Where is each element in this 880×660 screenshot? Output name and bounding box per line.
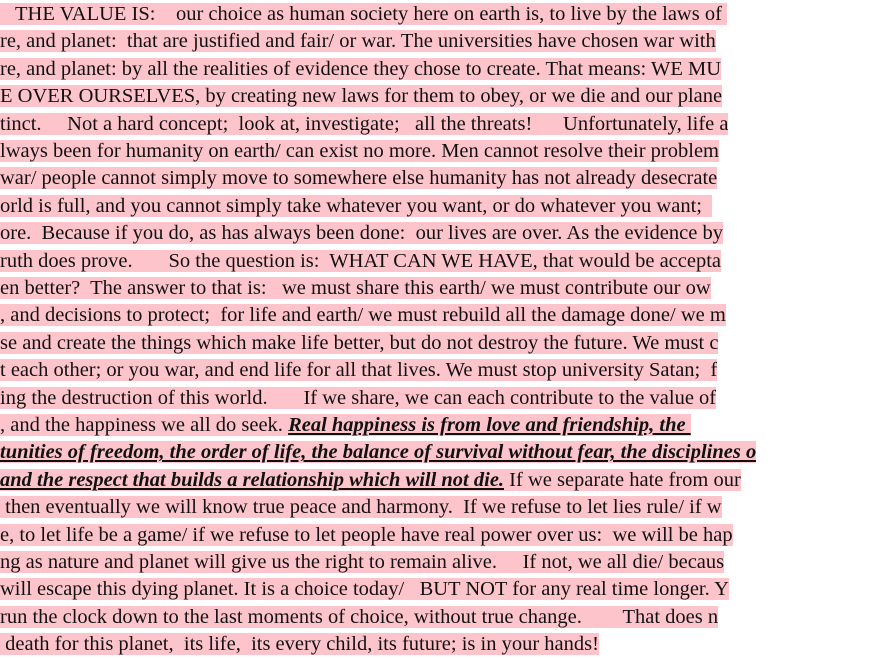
text-line (0, 302, 726, 329)
text-segment: e, to let life be a game/ if we refuse to let people have real power over us: we will be hap (0, 523, 733, 546)
text-segment: ore. Because if you do, as has always been done: our lives are over. As the evidence by (0, 222, 723, 245)
emphasized-text: and the respect that builds a relationship which will not die. (0, 468, 505, 491)
text-line (0, 220, 723, 247)
text-segment: t each other; or you war, and end life for all that lives. We must stop university Satan; f (0, 359, 718, 382)
text-line (0, 549, 724, 576)
emphasized-text: Real happiness is from love and friendship, the (288, 414, 691, 436)
text-line (0, 357, 717, 384)
text-line (0, 138, 719, 165)
text-line (0, 385, 716, 412)
text-line (0, 28, 716, 55)
text-segment: orld is full, and you cannot simply take whatever you want, or do whatever you want; (0, 194, 713, 217)
text-segment: If we separate hate from our (504, 468, 741, 491)
text-segment: se and create the things which make life better, but do not destroy the future. We must c (0, 331, 719, 354)
text-segment: re, and planet: by all the realities of evidence they chose to create. That means: WE MU (0, 57, 722, 80)
text-segment: war/ people cannot simply move to somewhere else humanity has not already desecrate (0, 167, 718, 190)
text-segment: ng as nature and planet will give us the right to remain alive. If not, we all die/ becaus (0, 551, 725, 573)
text-segment: , and decisions to protect; for life and earth/ we must rebuild all the damage done/ we m (0, 304, 726, 327)
text-segment: E OVER OURSELVES, by creating new laws for them to obey, or we die and our plane (0, 85, 723, 108)
text-line (0, 604, 718, 631)
text-line (0, 1, 727, 28)
text-line (0, 111, 728, 138)
text-segment: THE VALUE IS: our choice as human society here on earth is, to live by the laws of (0, 3, 728, 25)
text-segment: re, and planet: that are justified and fair/ or war. The universities have chosen war with (0, 30, 716, 53)
text-segment: ruth does prove. So the question is: WHAT CAN WE HAVE, that would be accepta (0, 249, 722, 272)
text-line (0, 56, 721, 83)
text-segment: tinct. Not a hard concept; look at, investigate; all the threats! Unfortunately, life a (0, 112, 729, 135)
text-segment: en better? The answer to that is: we must share this earth/ we must contribute our ow (0, 277, 711, 299)
text-line (0, 631, 599, 658)
text-line (0, 467, 741, 494)
text-line (0, 412, 691, 439)
emphasized-text: tunities of freedom, the order of life, the balance of survival without fear, the disciplines o (0, 441, 757, 464)
text-line (0, 165, 717, 192)
text-segment: ing the destruction of this world. If we share, we can each contribute to the value of (0, 386, 717, 409)
text-segment: lways been for humanity on earth/ can exist no more. Men cannot resolve their problem (0, 140, 719, 162)
text-line (0, 439, 756, 466)
text-line (0, 576, 729, 603)
text-line (0, 330, 718, 357)
text-segment: death for this planet, its life, its every child, its future; is in your hands! (0, 633, 599, 656)
text-line (0, 522, 733, 549)
text-line (0, 83, 722, 110)
text-segment: , and the happiness we all do seek. (0, 414, 289, 436)
text-line (0, 248, 721, 275)
text-line (0, 494, 722, 521)
text-segment: will escape this dying planet. It is a choice today/ BUT NOT for any real time longer. Y (0, 578, 729, 601)
text-line (0, 275, 711, 302)
text-segment: then eventually we will know true peace and harmony. If we refuse to let lies rule/ if w (0, 496, 722, 519)
text-segment: run the clock down to the last moments of choice, without true change. That does n (0, 605, 719, 628)
text-line (0, 193, 712, 220)
